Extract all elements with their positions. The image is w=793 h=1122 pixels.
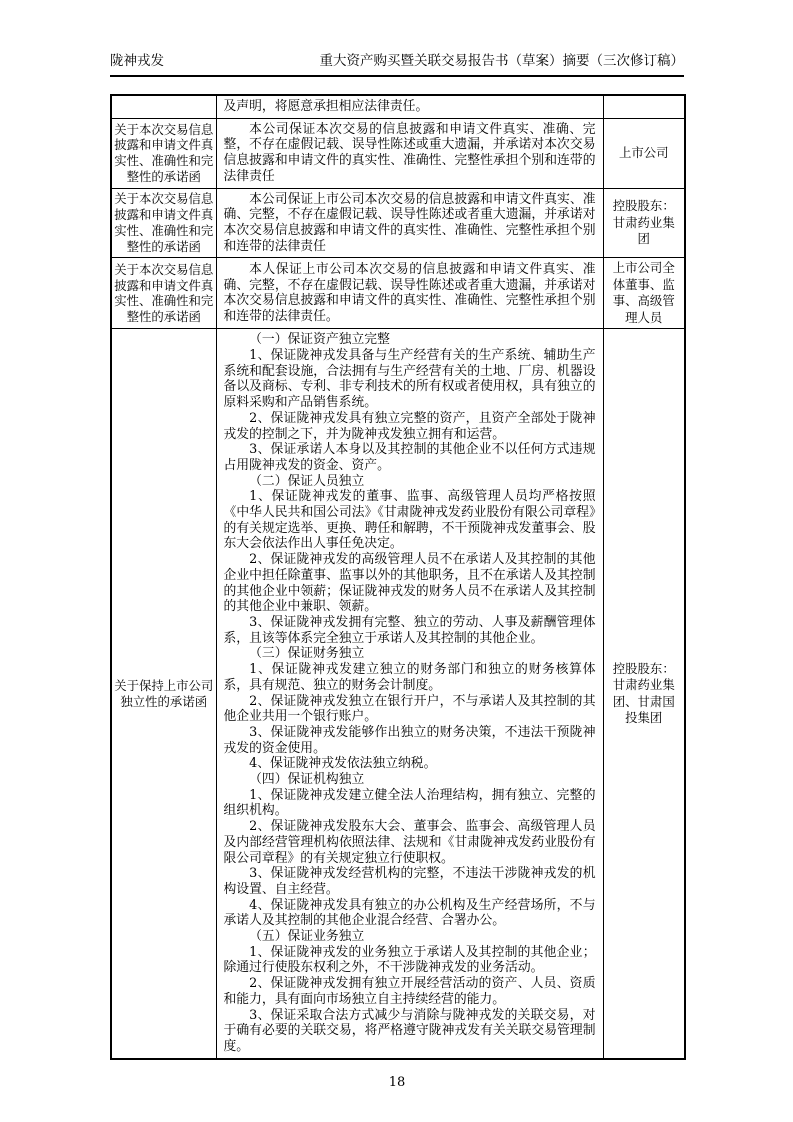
commitment-paragraph: 及声明，将愿意承担相应法律责任。: [223, 99, 429, 114]
commitment-title-cell: 关于保持上市公司独立性的承诺函: [111, 329, 216, 1059]
commitment-paragraph: （三）保证财务独立: [249, 646, 365, 662]
table-row: [111, 95, 685, 118]
commitment-title-cell: 关于本次交易信息披露和申请文件真实性、准确性和完整性的承诺函: [111, 258, 216, 329]
commitment-paragraph: 本公司保证本次交易的信息披露和申请文件真实、准确、完整，不存在虚假记载、误导性陈述或重大遗漏，并承诺对本次交易信息披露和申请文件的真实性、准确性、完整性承担个别和连带的法律责任: [223, 121, 596, 184]
commitment-title-cell: [111, 95, 216, 118]
commitment-title-cell: 关于本次交易信息披露和申请文件真实性、准确性和完整性的承诺函: [111, 188, 216, 258]
commitment-paragraph: 1、保证陇神戎发的董事、监事、高级管理人员均严格按照《中华人民共和国公司法》《甘肃陇神戎发药业股份有限公司章程》的有关规定选举、更换、聘任和解聘，不干预陇神戎发董事会、股东大会依法作出人事任免决定。: [223, 489, 596, 552]
commitments-table-body: [111, 95, 685, 1059]
commitment-paragraph: （五）保证业务独立: [249, 929, 365, 945]
commitment-paragraph: 3、保证承诺人本身以及其控制的其他企业不以任何方式违规占用陇神戎发的资金、资产。: [223, 442, 596, 473]
commitment-paragraph: （二）保证人员独立: [249, 473, 365, 489]
commitment-paragraph: 3、保证陇神戎发经营机构的完整，不违法干涉陇神戎发的机构设置、自主经营。: [223, 866, 596, 897]
commitment-paragraph: 2、保证陇神戎发具有独立完整的资产，且资产全部处于陇神戎发的控制之下，并为陇神戎发独立拥有和运营。: [223, 410, 596, 442]
commitment-paragraph: 2、保证陇神戎发独立在银行开户，不与承诺人及其控制的其他企业共用一个银行账户。: [223, 693, 596, 725]
table-row: [111, 329, 685, 1059]
commitment-paragraph: （一）保证资产独立完整: [249, 332, 390, 348]
commitment-content-cell: [216, 95, 603, 118]
commitment-content-cell: [216, 188, 603, 258]
commitment-party-cell: 上市公司全体董事、监事、高级管理人员: [603, 258, 685, 329]
table-row: [111, 118, 685, 188]
commitment-paragraph: 3、保证采取合法方式减少与消除与陇神戎发的关联交易，对于确有必要的关联交易，将严格遵守陇神戎发有关关联交易管理制度。: [223, 1007, 596, 1054]
table-row: [111, 188, 685, 258]
commitment-paragraph: 1、保证陇神戎发的业务独立于承诺人及其控制的其他企业；除通过行使股东权利之外，不干涉陇神戎发的业务活动。: [223, 944, 596, 976]
commitment-paragraph: 2、保证陇神戎发拥有独立开展经营活动的资产、人员、资质和能力，具有面向市场独立自主持续经营的能力。: [223, 976, 596, 1007]
commitment-paragraph: 1、保证陇神戎发建立独立的财务部门和独立的财务核算体系，具有规范、独立的财务会计制度。: [223, 662, 596, 693]
header-company: 陇神戎发: [110, 53, 164, 69]
commitment-paragraph: 1、保证陇神戎发具备与生产经营有关的生产系统、辅助生产系统和配套设施，合法拥有与生产经营有关的土地、厂房、机器设备以及商标、专利、非专利技术的所有权或者使用权，具有独立的原料采购和产品销售系统。: [223, 348, 596, 411]
page-header: [110, 52, 684, 77]
commitment-party-cell: 上市公司: [603, 118, 685, 188]
commitment-paragraph: 4、保证陇神戎发依法独立纳税。: [249, 756, 437, 772]
commitment-party-cell: 控股股东：甘肃药业集团、甘肃国投集团: [603, 329, 685, 1059]
commitment-content-cell: [216, 258, 603, 329]
commitment-paragraph: 2、保证陇神戎发的高级管理人员不在承诺人及其控制的其他企业中担任除董事、监事以外的其他职务，且不在承诺人及其控制的其他企业中领薪；保证陇神戎发的财务人员不在承诺人及其控制的其他企业中兼职、领薪。: [223, 552, 596, 615]
commitment-paragraph: 4、保证陇神戎发具有独立的办公机构及生产经营场所，不与承诺人及其控制的其他企业混合经营、合署办公。: [223, 897, 596, 929]
commitment-paragraph: 1、保证陇神戎发建立健全法人治理结构，拥有独立、完整的组织机构。: [223, 787, 596, 819]
commitment-party-cell: [603, 95, 685, 118]
commitments-table: [110, 94, 686, 1060]
page-footer: [110, 1075, 684, 1090]
commitment-content-cell: [216, 118, 603, 188]
commitment-paragraph: 3、保证陇神戎发拥有完整、独立的劳动、人事及薪酬管理体系，且该等体系完全独立于承诺人及其控制的其他企业。: [223, 614, 596, 646]
commitment-title-cell: 关于本次交易信息披露和申请文件真实性、准确性和完整性的承诺函: [111, 118, 216, 188]
commitment-content-cell: [216, 329, 603, 1059]
commitment-paragraph: 2、保证陇神戎发股东大会、董事会、监事会、高级管理人员及内部经营管理机构依照法律、法规和《甘肃陇神戎发药业股份有限公司章程》的有关规定独立行使职权。: [223, 819, 596, 866]
header-document-title: 重大资产购买暨关联交易报告书（草案）摘要（三次修订稿）: [319, 53, 684, 69]
commitment-paragraph: 本公司保证上市公司本次交易的信息披露和申请文件真实、准确、完整，不存在虚假记载、误导性陈述或者重大遗漏，并承诺对本次交易信息披露和申请文件的真实性、准确性、完整性承担个别和连带的法律责任: [223, 191, 596, 254]
table-row: [111, 258, 685, 329]
commitment-paragraph: 3、保证陇神戎发能够作出独立的财务决策，不违法干预陇神戎发的资金使用。: [223, 724, 596, 756]
commitment-paragraph: （四）保证机构独立: [249, 772, 365, 788]
page-number: 18: [388, 1074, 406, 1090]
commitment-party-cell: 控股股东：甘肃药业集团: [603, 188, 685, 258]
commitment-paragraph: 本人保证上市公司本次交易的信息披露和申请文件真实、准确、完整，不存在虚假记载、误导性陈述或者重大遗漏，并承诺对本次交易信息披露和申请文件的真实性、准确性、完整性承担个别和连带的法律责任。: [223, 261, 596, 325]
